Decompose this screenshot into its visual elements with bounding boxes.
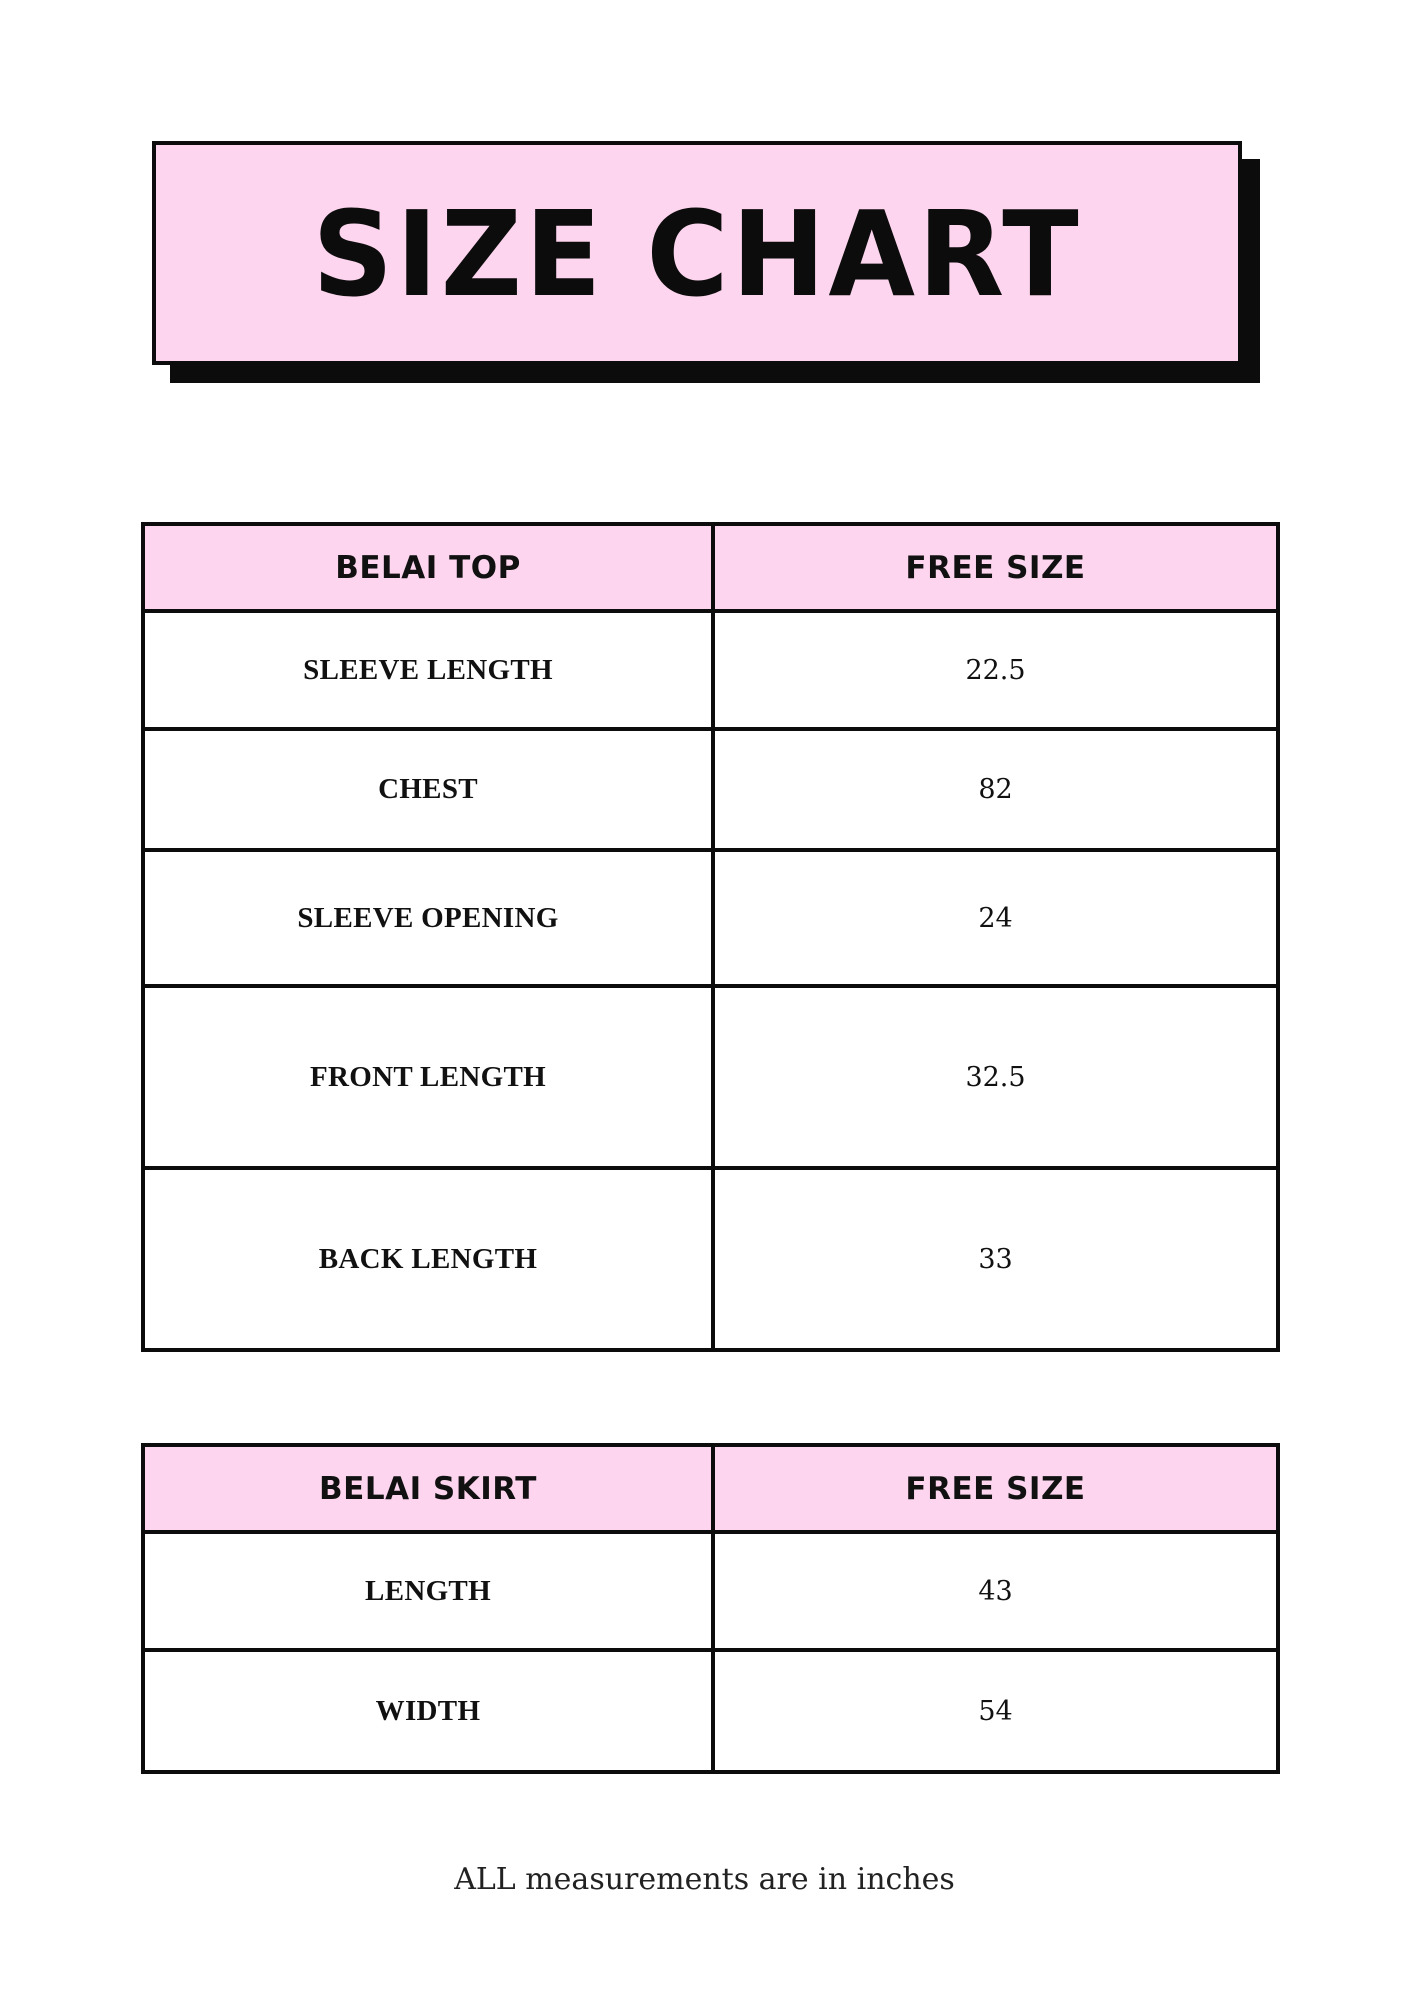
measurement-label: BACK LENGTH (143, 1168, 713, 1350)
column-header-size: FREE SIZE (713, 1445, 1278, 1532)
table-row (143, 1168, 1278, 1350)
table-row (143, 729, 1278, 850)
table-row (143, 1650, 1278, 1772)
title-banner (152, 141, 1242, 365)
measurement-label: WIDTH (143, 1650, 713, 1772)
measurement-unit-note: ALL measurements are in inches (454, 1862, 955, 1897)
measurement-label: CHEST (143, 729, 713, 850)
table-row (143, 850, 1278, 986)
table-header-row (143, 524, 1278, 611)
page-title: SIZE CHART (312, 186, 1082, 324)
measurement-value: 24 (713, 850, 1278, 986)
table-header-row (143, 1445, 1278, 1532)
table-row (143, 1532, 1278, 1650)
table-row (143, 986, 1278, 1168)
measurement-label: LENGTH (143, 1532, 713, 1650)
belai-top-size-table (141, 522, 1280, 1352)
column-header-garment: BELAI TOP (143, 524, 713, 611)
measurement-label: SLEEVE LENGTH (143, 611, 713, 729)
table-row (143, 611, 1278, 729)
measurement-label: SLEEVE OPENING (143, 850, 713, 986)
measurement-value: 33 (713, 1168, 1278, 1350)
measurement-value: 43 (713, 1532, 1278, 1650)
measurement-label: FRONT LENGTH (143, 986, 713, 1168)
column-header-garment: BELAI SKIRT (143, 1445, 713, 1532)
measurement-value: 32.5 (713, 986, 1278, 1168)
measurement-value: 54 (713, 1650, 1278, 1772)
measurement-value: 82 (713, 729, 1278, 850)
column-header-size: FREE SIZE (713, 524, 1278, 611)
measurement-value: 22.5 (713, 611, 1278, 729)
belai-skirt-size-table (141, 1443, 1280, 1774)
